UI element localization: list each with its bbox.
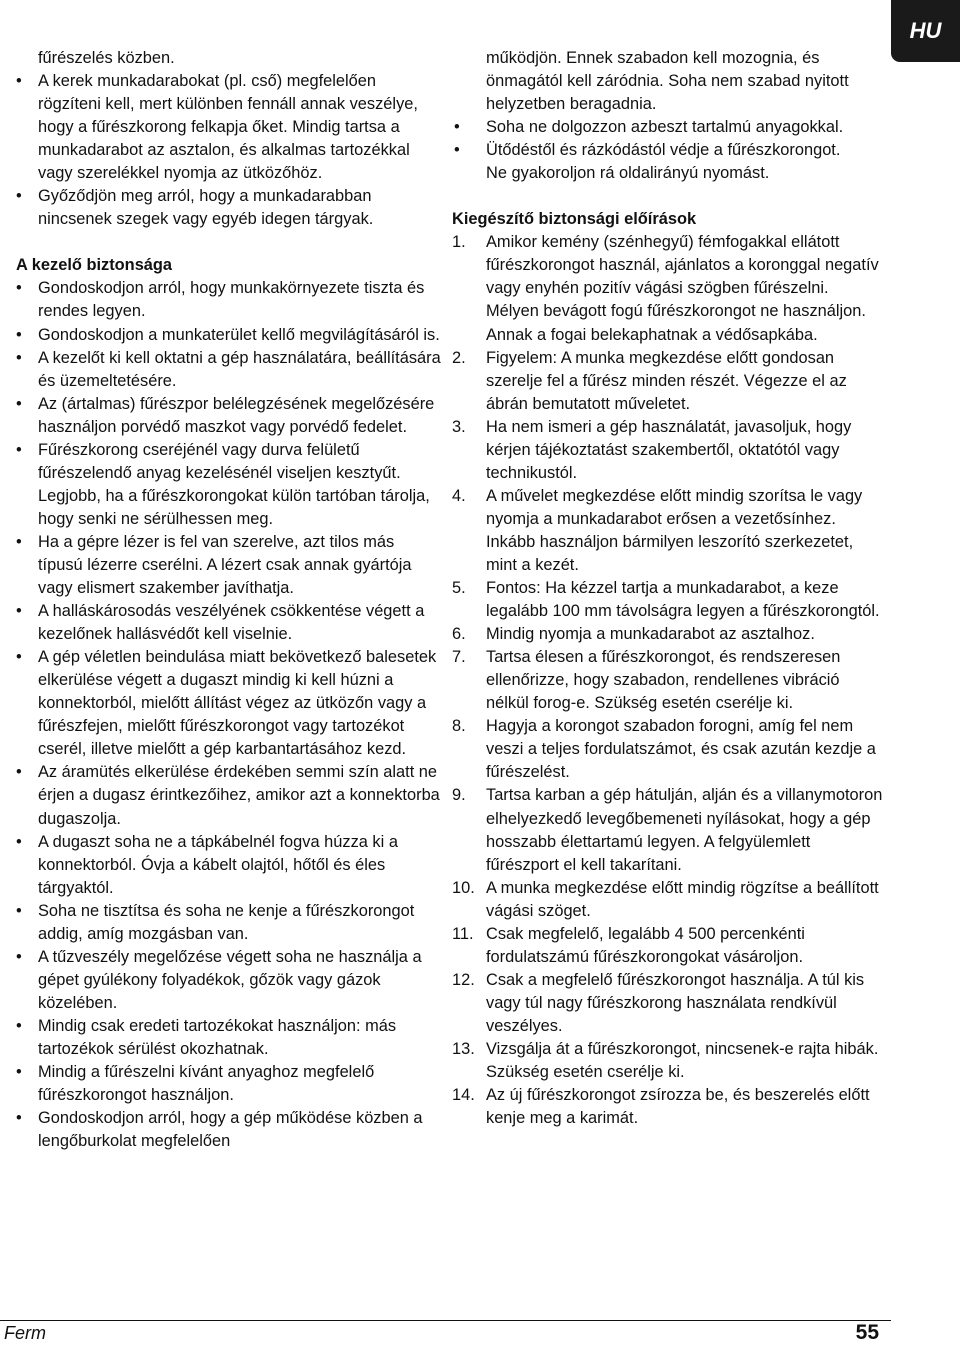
page-number: 55 <box>855 1321 879 1344</box>
section-heading-additional-safety: Kiegészítő biztonsági előírások <box>452 210 697 229</box>
numbered-item <box>452 1038 884 1084</box>
numbered-item <box>452 784 884 876</box>
item-number: 10. <box>452 878 475 897</box>
footer-divider <box>0 1320 891 1321</box>
numbered-item <box>452 969 884 1038</box>
list-item: • A gép véletlen beindulása miatt bekövetkező balesetek elkerülése végett a dugaszt mindig ki kell húzni a konnektorból, mielőtt állítást végez az ütközőn vagy a fűrészfejen, mielőtt fűrészkorongot vagy tartozékot cserél, illetve mielőtt a gép karbantartásához kezd. <box>16 646 441 761</box>
left-top-bullet-list <box>16 70 441 231</box>
item-text: A munka megkezdése előtt mindig rögzítse a beállított vágási szöget. <box>486 878 879 920</box>
numbered-item <box>452 416 884 485</box>
left-column <box>16 47 441 1153</box>
item-text: A művelet megkezdése előtt mindig szorítsa le vagy nyomja a munkadarabot erősen a vezetősínhez. Inkább használjon bármilyen leszorító szerkezetet, mint a kezét. <box>486 486 863 574</box>
list-item: • A tűzveszély megelőzése végett soha ne használja a gépet gyúlékony folyadékok, gőzök vagy gázok közelében. <box>16 946 441 1015</box>
list-item: • Soha ne dolgozzon azbeszt tartalmú anyagokkal. <box>452 116 884 139</box>
item-text: Hagyja a korongot szabadon forogni, amíg fel nem veszi a teljes fordulatszámot, és csak azután kezdje a fűrészelést. <box>486 717 876 782</box>
item-number: 13. <box>452 1039 475 1058</box>
list-item: • Az (ártalmas) fűrészpor belélegzésének megelőzésére használjon porvédő maszkot vagy porvédő fedelet. <box>16 393 441 439</box>
right-continuation-text: működjön. Ennek szabadon kell mozognia, és önmagától kell záródnia. Soha nem szabad nyitott helyzetben beragadnia. <box>486 49 849 114</box>
section-heading-operator-safety: A kezelő biztonsága <box>16 256 173 275</box>
right-bullet-list <box>452 116 884 162</box>
item-number: 12. <box>452 970 475 989</box>
item-number: 3. <box>452 417 466 436</box>
item-number: 2. <box>452 348 466 367</box>
item-text: Az új fűrészkorongot zsírozza be, és beszerelés előtt kenje meg a karimát. <box>486 1086 870 1128</box>
item-text: Amikor kemény (szénhegyű) fémfogakkal ellátott fűrészkorongot használ, ajánlatos a koronggal negatív vagy enyhén pozitív vágási szögben fűrészelni. Mélyen bevágott fogú fűrészkorongot ne használjon. Annak a fogai belekaphatnak a védősapkába. <box>486 233 879 344</box>
numbered-item <box>452 646 884 715</box>
item-extra-text: Szükség esetén cserélje ki. <box>486 1063 685 1082</box>
item-text: Tartsa karban a gép hátulján, alján és a villanymotoron elhelyezkedő levegőbemeneti nyílásokat, hogy a gép hosszabb élettartamú legyen. A felgyülemlett fűrészport el kell takarítani. <box>486 786 883 874</box>
list-item: • Az áramütés elkerülése érdekében semmi szín alatt ne érjen a dugasz érintkezőihez, amikor azt a konnektorba dugaszolja. <box>16 761 441 830</box>
item-number: 6. <box>452 625 466 644</box>
item-number: 1. <box>452 233 466 252</box>
list-item: • Gondoskodjon arról, hogy a gép működése közben a lengőburkolat megfelelően <box>16 1107 441 1153</box>
item-number: 5. <box>452 579 466 598</box>
item-text: Csak a megfelelő fűrészkorongot használja. A túl kis vagy túl nagy fűrészkorong használata rendkívül veszélyes. <box>486 970 865 1035</box>
additional-safety-numbered-list <box>452 231 884 1130</box>
list-item: • Gondoskodjon a munkaterület kellő megvilágításáról is. <box>16 324 441 347</box>
item-text: Csak megfelelő, legalább 4 500 percenkénti fordulatszámú fűrészkorongokat vásároljon. <box>486 924 805 966</box>
list-item: • Mindig csak eredeti tartozékokat használjon: más tartozékok sérülést okozhatnak. <box>16 1015 441 1061</box>
numbered-item <box>452 623 884 646</box>
item-text: Ha nem ismeri a gép használatát, javasoljuk, hogy kérjen tájékoztatást szakembertől, oktatótól vagy technikustól. <box>486 417 852 482</box>
item-number: 7. <box>452 648 466 667</box>
item-number: 4. <box>452 486 466 505</box>
left-continuation-text: fűrészelés közben. <box>38 49 175 67</box>
list-item: • A halláskárosodás veszélyének csökkentése végett a kezelőnek hallásvédőt kell viselnie. <box>16 600 441 646</box>
numbered-item <box>452 231 884 346</box>
item-text: Fontos: Ha kézzel tartja a munkadarabot, a keze legalább 100 mm távolságra legyen a fűrészkorongtól. <box>486 579 880 621</box>
list-item: • Győződjön meg arról, hogy a munkadarabban nincsenek szegek vagy egyéb idegen tárgyak. <box>16 185 441 231</box>
item-text: Figyelem: A munka megkezdése előtt gondosan szerelje fel a fűrész minden részét. Végezze el az ábrán bemutatott műveletet. <box>486 348 847 413</box>
list-item: • Gondoskodjon arról, hogy munkakörnyezete tiszta és rendes legyen. <box>16 277 441 323</box>
item-number: 9. <box>452 786 466 805</box>
list-item: • Ha a gépre lézer is fel van szerelve, azt tilos más típusú lézerre cserélni. A lézert csak annak gyártója vagy elismert szakember javíthatja. <box>16 531 441 600</box>
list-item: • A kezelőt ki kell oktatni a gép használatára, beállítására és üzemeltetésére. <box>16 347 441 393</box>
item-text: Mindig nyomja a munkadarabot az asztalhoz. <box>486 625 815 644</box>
footer-brand: Ferm <box>4 1323 46 1343</box>
numbered-item <box>452 715 884 784</box>
operator-safety-bullet-list <box>16 277 441 1153</box>
item-text: Tartsa élesen a fűrészkorongot, és rendszeresen ellenőrizze, hogy szabadon, rendellenes vibráció nélkül forog-e. Szükség esetén cserélje ki. <box>486 648 841 713</box>
item-text: Vizsgálja át a fűrészkorongot, nincsenek-e rajta hibák. <box>486 1039 879 1058</box>
list-item: • Fűrészkorong cseréjénél vagy durva felületű fűrészelendő anyag kezelésénél viseljen kesztyűt. Legjobb, ha a fűrészkorongokat külön tartóban tárolja, hogy senki ne sérülhessen meg. <box>16 439 441 531</box>
item-number: 14. <box>452 1086 475 1105</box>
list-item: • Mindig a fűrészelni kívánt anyaghoz megfelelő fűrészkorongot használjon. <box>16 1061 441 1107</box>
numbered-item <box>452 485 884 577</box>
item-number: 8. <box>452 717 466 736</box>
numbered-item <box>452 923 884 969</box>
right-trailing-line: Ne gyakoroljon rá oldalirányú nyomást. <box>486 164 770 183</box>
numbered-item <box>452 577 884 623</box>
numbered-item <box>452 1084 884 1130</box>
list-item: • Soha ne tisztítsa és soha ne kenje a fűrészkorongot addig, amíg mozgásban van. <box>16 900 441 946</box>
list-item: • Ütődéstől és rázkódástól védje a fűrészkorongot. <box>452 139 884 162</box>
item-number: 11. <box>452 924 474 943</box>
list-item: • A kerek munkadarabokat (pl. cső) megfelelően rögzíteni kell, mert különben fennáll annak veszélye, hogy a fűrészkorong felkapja őket. Mindig tartsa a munkadarabot az asztalon, és alkalmas tartozékkal vagy szerelékkel nyomja az ütközőhöz. <box>16 70 441 185</box>
numbered-item <box>452 877 884 923</box>
numbered-item <box>452 347 884 416</box>
right-column <box>452 47 884 1130</box>
language-tab: HU <box>891 0 960 62</box>
list-item: • A dugaszt soha ne a tápkábelnél fogva húzza ki a konnektorból. Óvja a kábelt olajtól, hőtől és éles tárgyaktól. <box>16 831 441 900</box>
